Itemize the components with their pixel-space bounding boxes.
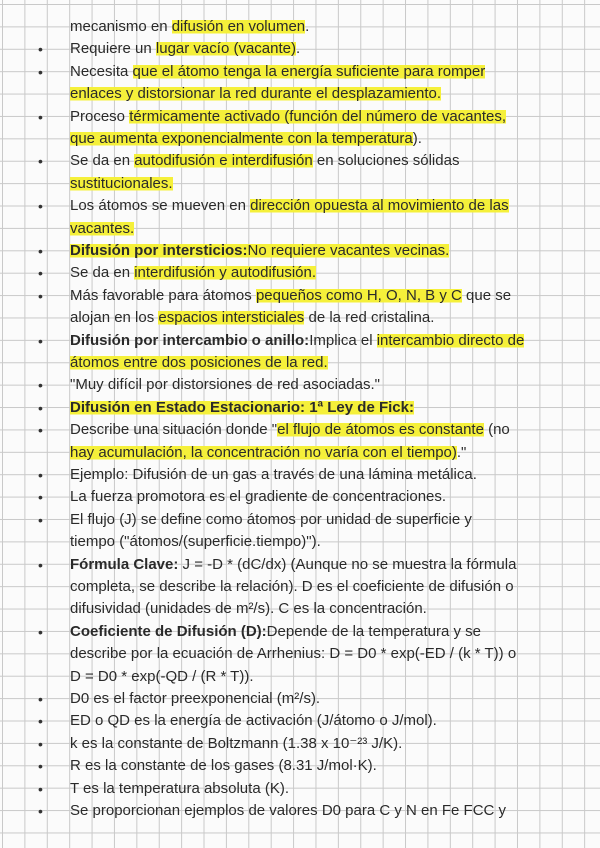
note-text: en soluciones sólidas bbox=[312, 152, 460, 170]
note-line bbox=[70, 554, 516, 576]
note-line bbox=[70, 755, 377, 777]
note-text: El flujo (J) se define como átomos por unidad de superficie y bbox=[70, 510, 472, 528]
bullet-point: • bbox=[38, 399, 43, 416]
highlighted-text: sustitucionales. bbox=[70, 174, 173, 192]
bullet-point: • bbox=[38, 243, 43, 259]
note-text: Difusión por intercambio o anillo: bbox=[70, 331, 310, 349]
bullet-point: • bbox=[38, 691, 43, 707]
bullet-point: • bbox=[38, 713, 43, 730]
note-text: . bbox=[305, 18, 310, 35]
highlighted-text: intercambio directo de bbox=[376, 331, 525, 349]
note-line bbox=[70, 778, 289, 800]
note-text: alojan en los bbox=[70, 309, 159, 327]
note-text: Coeficiente de Difusión (D): bbox=[70, 622, 267, 640]
highlighted-text: interdifusión y autodifusión. bbox=[134, 264, 316, 282]
note-line bbox=[70, 128, 422, 150]
note-line bbox=[70, 173, 173, 195]
highlighted-text: hay acumulación, la concentración no varía con el tiempo) bbox=[70, 443, 457, 461]
note-text: (no bbox=[483, 421, 510, 439]
highlighted-text: que el átomo tenga la energía suficiente para romper bbox=[132, 62, 486, 80]
note-text: Necesita bbox=[70, 62, 133, 80]
highlighted-text: átomos entre dos posiciones de la red. bbox=[70, 354, 328, 371]
note-line bbox=[70, 397, 414, 419]
note-line bbox=[70, 16, 309, 38]
highlighted-text: autodifusión e interdifusión bbox=[134, 152, 313, 170]
note-line bbox=[70, 509, 472, 531]
bullet-point: • bbox=[38, 108, 43, 125]
bullet-point: • bbox=[38, 803, 43, 819]
note-line bbox=[70, 643, 516, 665]
bullet-point: • bbox=[38, 780, 43, 797]
highlighted-text: térmicamente activado (función del número de vacantes, bbox=[129, 107, 507, 125]
note-text: Ejemplo: Difusión de un gas a través de una lámina metálica. bbox=[70, 466, 477, 483]
note-text: Requiere un bbox=[70, 40, 156, 58]
note-line bbox=[70, 374, 380, 396]
bullet-point: • bbox=[38, 265, 43, 282]
highlighted-text: pequeños como H, O, N, B y C bbox=[255, 286, 462, 304]
note-text: J = -D * (dC/dx) (Aunque no se muestra la fórmula bbox=[178, 555, 517, 573]
note-line bbox=[70, 464, 477, 486]
note-text: "Muy difícil por distorsiones de red asociadas." bbox=[70, 376, 380, 394]
note-line bbox=[70, 106, 506, 128]
note-text: que se bbox=[461, 286, 512, 304]
note-text: D = D0 * exp(-QD / (R * T)). bbox=[70, 667, 254, 685]
note-line bbox=[70, 419, 510, 441]
note-line bbox=[70, 307, 434, 329]
bullet-point: • bbox=[38, 467, 43, 483]
note-line bbox=[70, 733, 402, 755]
highlighted-text: enlaces y distorsionar la red durante el desplazamiento. bbox=[70, 85, 442, 103]
note-line bbox=[70, 576, 514, 598]
note-line bbox=[70, 150, 459, 172]
note-text: R es la constante de los gases (8.31 J/mol·K). bbox=[70, 757, 377, 775]
highlighted-text: que aumenta exponencialmente con la temperatura bbox=[70, 130, 413, 147]
note-text: Implica el bbox=[309, 331, 377, 349]
note-text: Proceso bbox=[70, 107, 130, 125]
note-line bbox=[70, 800, 506, 822]
note-line bbox=[70, 442, 466, 464]
note-line bbox=[70, 486, 446, 508]
note-line bbox=[70, 598, 427, 620]
bullet-point: • bbox=[38, 735, 43, 752]
bullet-point: • bbox=[38, 623, 43, 640]
note-text: Fórmula Clave: bbox=[70, 555, 179, 573]
note-text: La fuerza promotora es el gradiente de concentraciones. bbox=[70, 488, 447, 506]
note-text: describe por la ecuación de Arrhenius: D = D0 * exp(-ED / (k * T)) o bbox=[70, 645, 517, 663]
note-line bbox=[70, 262, 316, 284]
highlighted-text: el flujo de átomos es constante bbox=[277, 421, 484, 439]
note-text: D0 es el factor preexponencial (m²/s). bbox=[70, 690, 321, 707]
note-line bbox=[70, 83, 441, 105]
note-line bbox=[70, 285, 511, 307]
highlighted-text: espacios intersticiales bbox=[158, 309, 305, 327]
note-text: Los átomos se mueven en bbox=[70, 197, 251, 215]
note-line bbox=[70, 240, 449, 262]
note-line bbox=[70, 61, 485, 83]
note-text: de la red cristalina. bbox=[304, 309, 435, 327]
note-line bbox=[70, 621, 481, 643]
bullet-point: • bbox=[38, 377, 43, 394]
highlighted-text: vacantes. bbox=[70, 219, 135, 237]
note-text: difusividad (unidades de m²/s). C es la concentración. bbox=[70, 600, 427, 618]
note-line bbox=[70, 218, 134, 240]
bullet-point: • bbox=[38, 489, 43, 506]
bullet-point: • bbox=[38, 153, 43, 170]
note-text: Se proporcionan ejemplos de valores D0 para C y N en Fe FCC y bbox=[70, 802, 507, 819]
note-text: ). bbox=[412, 130, 422, 147]
note-text: Se da en bbox=[70, 264, 135, 282]
highlighted-text: difusión en volumen bbox=[171, 18, 306, 35]
bullet-point: • bbox=[38, 63, 43, 80]
note-line bbox=[70, 666, 254, 688]
note-text: mecanismo en bbox=[70, 18, 172, 35]
note-line bbox=[70, 688, 320, 710]
note-line bbox=[70, 195, 509, 217]
bullet-point: • bbox=[38, 41, 43, 58]
note-text: tiempo ("átomos/(superficie.tiempo)"). bbox=[70, 533, 321, 551]
note-text: Más favorable para átomos bbox=[70, 286, 256, 304]
bullet-point: • bbox=[38, 556, 43, 573]
note-line bbox=[70, 38, 300, 60]
bullet-point: • bbox=[38, 422, 43, 439]
bullet-point: • bbox=[38, 287, 43, 304]
note-text: Depende de la temperatura y se bbox=[266, 622, 481, 640]
note-text: completa, se describe la relación). D es el coeficiente de difusión o bbox=[70, 578, 514, 595]
bullet-point: • bbox=[38, 332, 43, 349]
note-text: k es la constante de Boltzmann (1.38 x 10⁻²³ J/K). bbox=[70, 734, 403, 752]
note-line bbox=[70, 352, 328, 374]
highlighted-text: Difusión en Estado Estacionario: 1ª Ley de Fick: bbox=[70, 398, 414, 416]
note-text: ." bbox=[456, 443, 467, 461]
bullet-point: • bbox=[38, 511, 43, 528]
highlighted-text: dirección opuesta al movimiento de las bbox=[250, 197, 509, 215]
note-line bbox=[70, 710, 437, 732]
highlighted-text: Difusión por intersticios: bbox=[70, 242, 248, 259]
note-text: . bbox=[295, 40, 301, 58]
bullet-point: • bbox=[38, 198, 43, 215]
highlighted-text: lugar vacío (vacante) bbox=[155, 40, 296, 58]
highlighted-text: No requiere vacantes vecinas. bbox=[247, 242, 450, 259]
note-text: ED o QD es la energía de activación (J/átomo o J/mol). bbox=[70, 712, 437, 730]
note-line bbox=[70, 330, 524, 352]
bullet-point: • bbox=[38, 758, 43, 775]
note-line bbox=[70, 531, 321, 553]
note-text: T es la temperatura absoluta (K). bbox=[70, 779, 289, 797]
note-text: Describe una situación donde " bbox=[70, 421, 278, 439]
note-text: Se da en bbox=[70, 152, 135, 170]
